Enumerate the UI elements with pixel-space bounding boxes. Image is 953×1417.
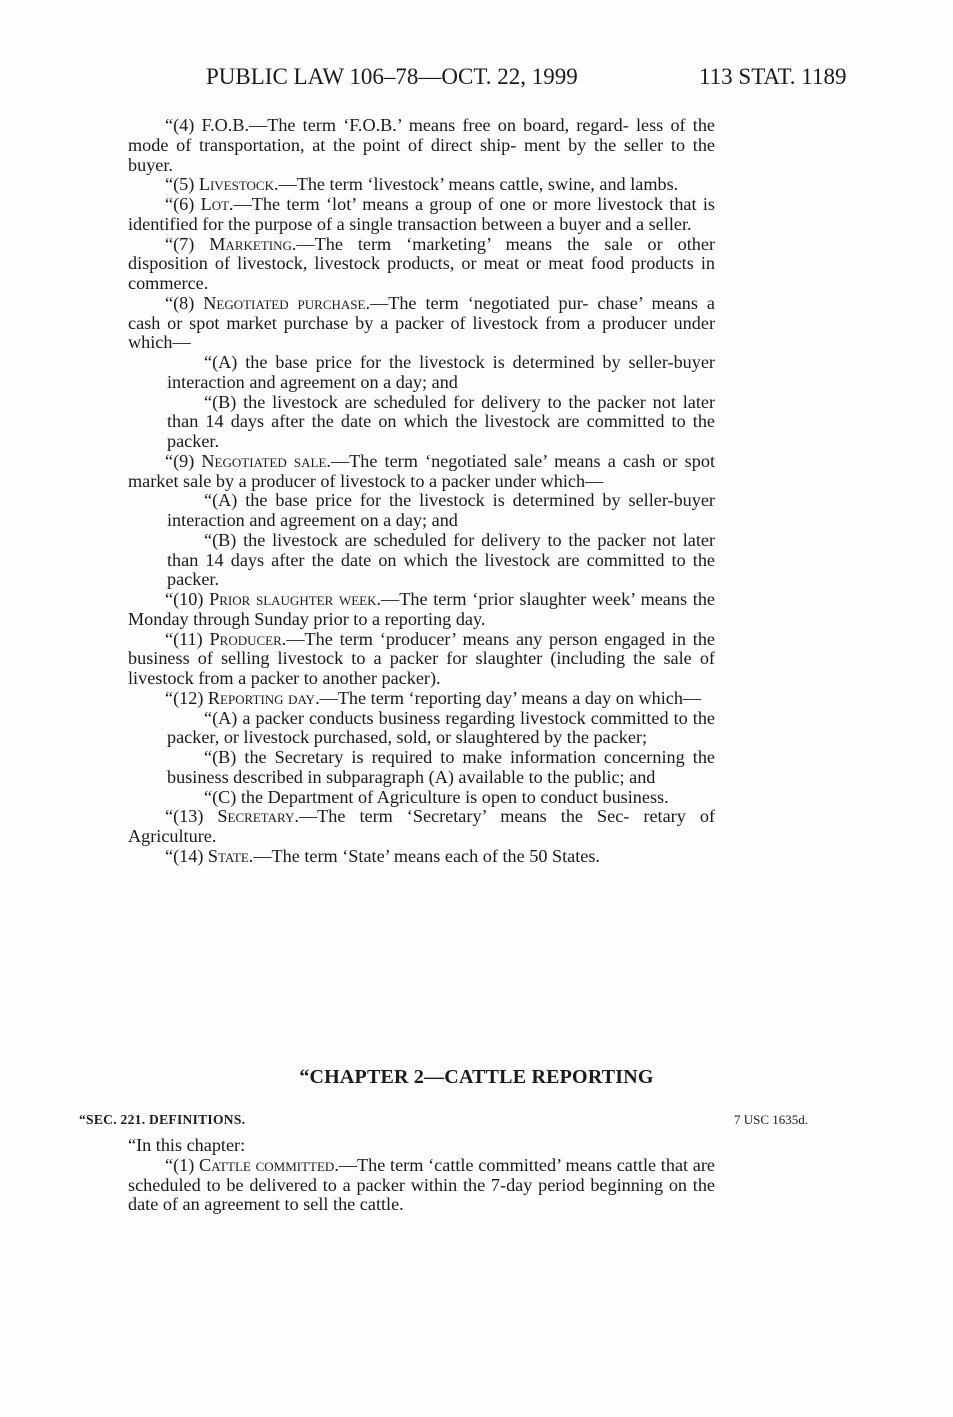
definitions-body bbox=[128, 116, 715, 867]
paragraph-11-number: “(11) bbox=[165, 628, 210, 649]
paragraph-6-number: “(6) bbox=[165, 194, 201, 214]
paragraph-14-heading: State bbox=[207, 845, 249, 866]
running-head bbox=[0, 64, 953, 96]
paragraph-5 bbox=[128, 175, 715, 195]
paragraph-4 bbox=[128, 116, 715, 175]
statute-page-number: 113 STAT. 1189 bbox=[699, 64, 847, 89]
paragraph-7-heading: Marketing bbox=[209, 233, 292, 254]
section-paragraph-1-text: .—The term ‘cattle committed’ means cattle that are scheduled to be delivered to a packer within the 7-day period beginning on the date of an agreement to sell the cattle. bbox=[128, 1154, 716, 1215]
paragraph-12-heading: Reporting day bbox=[207, 687, 316, 708]
paragraph-5-heading: Livestock bbox=[198, 174, 274, 195]
paragraph-8-heading: Negotiated purchase bbox=[203, 292, 366, 313]
paragraph-13 bbox=[128, 807, 715, 847]
paragraph-10-heading: Prior slaughter week bbox=[209, 589, 377, 609]
paragraph-4-text: —The term ‘F.O.B.’ means free on board, regard- less of the mode of transportation, at the point of direct ship- ment by the seller to the buyer. bbox=[128, 115, 716, 175]
section-paragraph-1-number: “(1) bbox=[165, 1154, 200, 1175]
paragraph-13-number: “(13) bbox=[165, 806, 218, 827]
paragraph-9-subparagraph-a: “(A) the base price for the livestock is determined by seller-buyer interaction and agreement on a day; and bbox=[167, 490, 715, 530]
paragraph-12-number: “(12) bbox=[165, 687, 208, 708]
paragraph-8-subparagraph-b: “(B) the livestock are scheduled for delivery to the packer not later than 14 days after the date on which the livestock are committed to the packer. bbox=[167, 391, 715, 451]
paragraph-10 bbox=[128, 590, 715, 630]
section-221-body bbox=[128, 1136, 715, 1215]
paragraph-9-number: “(9) bbox=[165, 450, 202, 471]
paragraph-12-text: .—The term ‘reporting day’ means a day on which— bbox=[315, 687, 702, 708]
paragraph-12-subparagraph-b: “(B) the Secretary is required to make information concerning the business described in subparagraph (A) available to the public; and bbox=[167, 747, 715, 787]
paragraph-11 bbox=[128, 630, 715, 689]
paragraph-13-heading: Secretary bbox=[217, 806, 295, 827]
section-heading: “SEC. 221. DEFINITIONS. bbox=[79, 1112, 246, 1127]
paragraph-9 bbox=[128, 452, 715, 492]
paragraph-6 bbox=[128, 195, 715, 235]
paragraph-5-number: “(5) bbox=[165, 174, 199, 195]
usc-margin-note: 7 USC 1635d. bbox=[734, 1112, 809, 1127]
paragraph-10-text: .—The term ‘prior slaughter week’ means the Monday through Sunday prior to a reporting day. bbox=[128, 589, 715, 629]
paragraph-8-subparagraph-a: “(A) the base price for the livestock is determined by seller-buyer interaction and agreement on a day; and bbox=[167, 352, 715, 392]
paragraph-9-heading: Negotiated sale bbox=[201, 450, 327, 471]
paragraph-6-text: .—The term ‘lot’ means a group of one or more livestock that is identified for the purpose of a single transaction between a buyer and a seller. bbox=[128, 194, 715, 234]
public-law-citation: PUBLIC LAW 106–78—OCT. 22, 1999 bbox=[206, 64, 578, 89]
paragraph-8 bbox=[128, 294, 715, 353]
paragraph-4-number: “(4) F.O.B. bbox=[165, 115, 250, 135]
paragraph-11-text: .—The term ‘producer’ means any person engaged in the business of selling livestock to a packer for slaughter (including the sale of livestock from a packer to another packer). bbox=[128, 628, 715, 688]
paragraph-13-text: .—The term ‘Secretary’ means the Sec- retary of Agriculture. bbox=[128, 806, 715, 846]
section-paragraph-1 bbox=[128, 1156, 715, 1215]
paragraph-7-text: .—The term ‘marketing’ means the sale or other disposition of livestock, livestock products, or meat or meat food products in commerce. bbox=[128, 233, 715, 293]
chapter-heading: “CHAPTER 2—CATTLE REPORTING bbox=[299, 1066, 654, 1088]
paragraph-11-heading: Producer bbox=[209, 628, 282, 649]
paragraph-14-text: .—The term ‘State’ means each of the 50 States. bbox=[248, 845, 600, 866]
section-paragraph-1-heading: Cattle committed bbox=[199, 1154, 335, 1175]
paragraph-7-number: “(7) bbox=[165, 233, 210, 254]
paragraph-10-number: “(10) bbox=[165, 589, 210, 609]
section-intro: “In this chapter: bbox=[128, 1135, 246, 1155]
paragraph-7 bbox=[128, 235, 715, 294]
paragraph-6-heading: Lot bbox=[200, 194, 230, 214]
paragraph-12-subparagraph-a: “(A) a packer conducts business regarding livestock committed to the packer, or livestock purchased, sold, or slaughtered by the packer; bbox=[167, 707, 715, 748]
paragraph-14-number: “(14) bbox=[165, 845, 208, 866]
paragraph-8-text: .—The term ‘negotiated pur- chase’ means a cash or spot market purchase by a packer of livestock from a producer under which— bbox=[128, 292, 715, 353]
paragraph-9-subparagraph-b: “(B) the livestock are scheduled for delivery to the packer not later than 14 days after the date on which the livestock are committed to the packer. bbox=[167, 529, 715, 590]
paragraph-8-number: “(8) bbox=[165, 292, 204, 313]
paragraph-12 bbox=[128, 689, 715, 709]
paragraph-5-text: .—The term ‘livestock’ means cattle, swine, and lambs. bbox=[273, 174, 679, 195]
paragraph-12-subparagraph-c: “(C) the Department of Agriculture is open to conduct business. bbox=[204, 786, 669, 807]
paragraph-9-text: .—The term ‘negotiated sale’ means a cash or spot market sale by a producer of livestock to a packer under which— bbox=[128, 450, 715, 491]
paragraph-14 bbox=[128, 847, 715, 867]
